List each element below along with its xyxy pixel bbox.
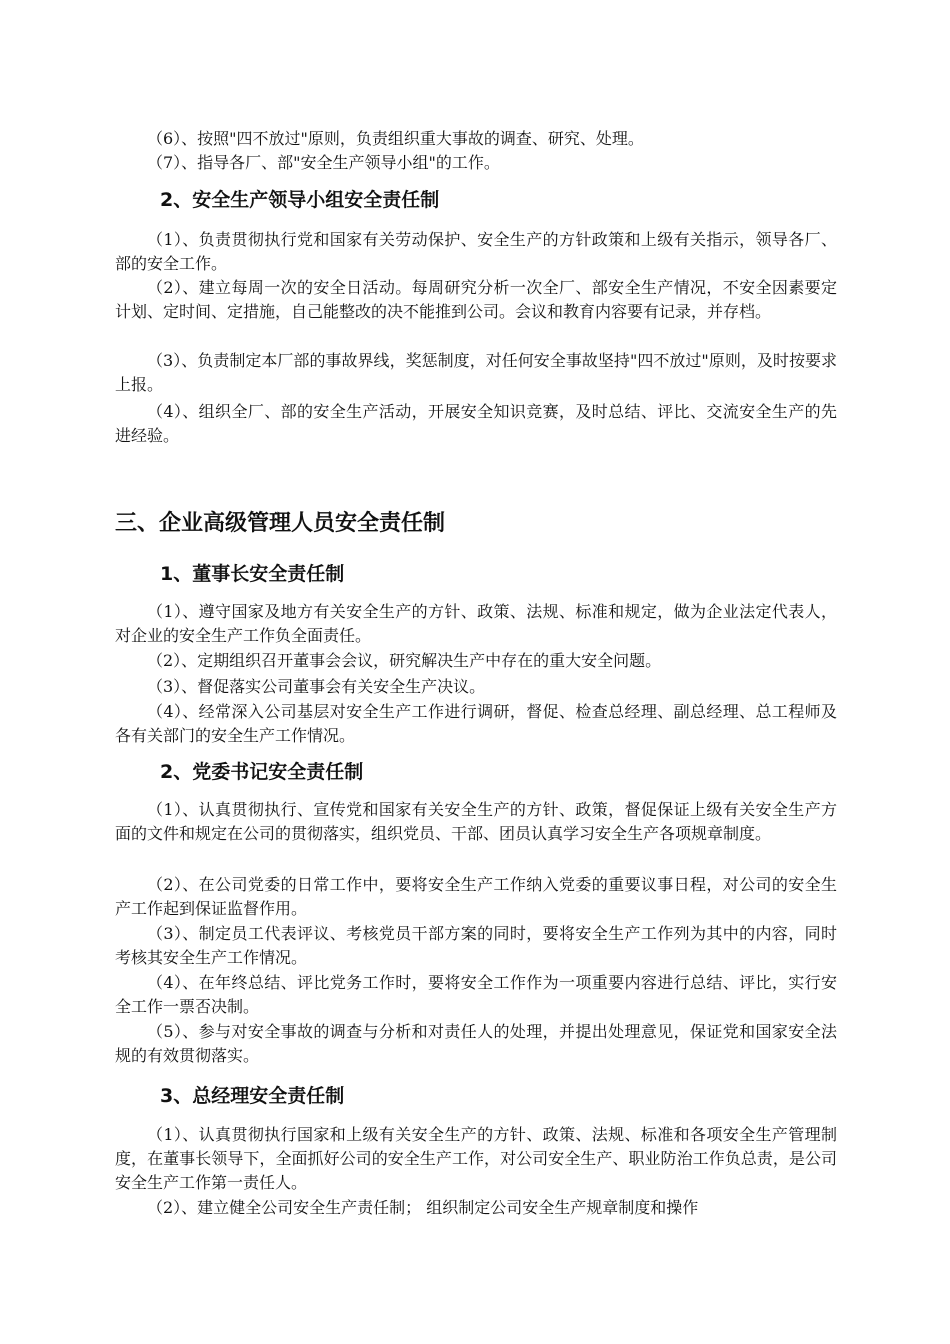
paragraph: （4）、经常深入公司基层对安全生产工作进行调研，督促、检查总经理、副总经理、总工程师及各有关部门的安全生产工作情况。 (115, 702, 837, 745)
paragraph: （3）、负责制定本厂部的事故界线，奖惩制度，对任何安全事故坚持"四不放过"原则，及时按要求上报。 (115, 351, 837, 394)
paragraph: （4）、组织全厂、部的安全生产活动，开展安全知识竞赛，及时总结、评比、交流安全生产的先进经验。 (115, 402, 837, 445)
section-heading: 1、董事长安全责任制 (160, 563, 345, 585)
paragraph: （2）、定期组织召开董事会会议，研究解决生产中存在的重大安全问题。 (147, 651, 662, 670)
paragraph: （1）、认真贯彻执行、宣传党和国家有关安全生产的方针、政策，督促保证上级有关安全生产方面的文件和规定在公司的贯彻落实，组织党员、干部、团员认真学习安全生产各项规章制度。 (115, 800, 837, 843)
paragraph: （3）、制定员工代表评议、考核党员干部方案的同时，要将安全生产工作列为其中的内容，同时考核其安全生产工作情况。 (115, 924, 837, 967)
paragraph: （2）、建立健全公司安全生产责任制； 组织制定公司安全生产规章制度和操作 (147, 1198, 699, 1217)
paragraph: （4）、在年终总结、评比党务工作时，要将安全工作作为一项重要内容进行总结、评比，实行安全工作一票否决制。 (115, 973, 837, 1016)
section-heading: 2、安全生产领导小组安全责任制 (160, 189, 440, 211)
paragraph: （3）、督促落实公司董事会有关安全生产决议。 (147, 677, 486, 696)
paragraph: （6）、按照"四不放过"原则，负责组织重大事故的调查、研究、处理。 (147, 129, 644, 148)
section-heading: 2、党委书记安全责任制 (160, 761, 364, 783)
paragraph: （1）、负责贯彻执行党和国家有关劳动保护、安全生产的方针政策和上级有关指示，领导各厂、部的安全工作。 (115, 230, 837, 273)
section-heading: 3、总经理安全责任制 (160, 1085, 345, 1107)
paragraph: （2）、建立每周一次的安全日活动。每周研究分析一次全厂、部安全生产情况，不安全因素要定计划、定时间、定措施，自己能整改的决不能推到公司。会议和教育内容要有记录，并存档。 (115, 278, 837, 321)
paragraph: （2）、在公司党委的日常工作中，要将安全生产工作纳入党委的重要议事日程，对公司的安全生产工作起到保证监督作用。 (115, 875, 837, 918)
paragraph: （5）、参与对安全事故的调查与分析和对责任人的处理，并提出处理意见，保证党和国家安全法规的有效贯彻落实。 (115, 1022, 837, 1065)
paragraph: （1）、遵守国家及地方有关安全生产的方针、政策、法规、标准和规定，做为企业法定代表人，对企业的安全生产工作负全面责任。 (115, 602, 837, 645)
paragraph: （1）、认真贯彻执行国家和上级有关安全生产的方针、政策、法规、标准和各项安全生产管理制度，在董事长领导下，全面抓好公司的安全生产工作，对公司安全生产、职业防治工作负总责，是公司安全生产工作第一责任人。 (115, 1125, 837, 1192)
chapter-heading: 三、企业高级管理人员安全责任制 (115, 511, 446, 536)
paragraph: （7）、指导各厂、部"安全生产领导小组"的工作。 (147, 153, 500, 172)
